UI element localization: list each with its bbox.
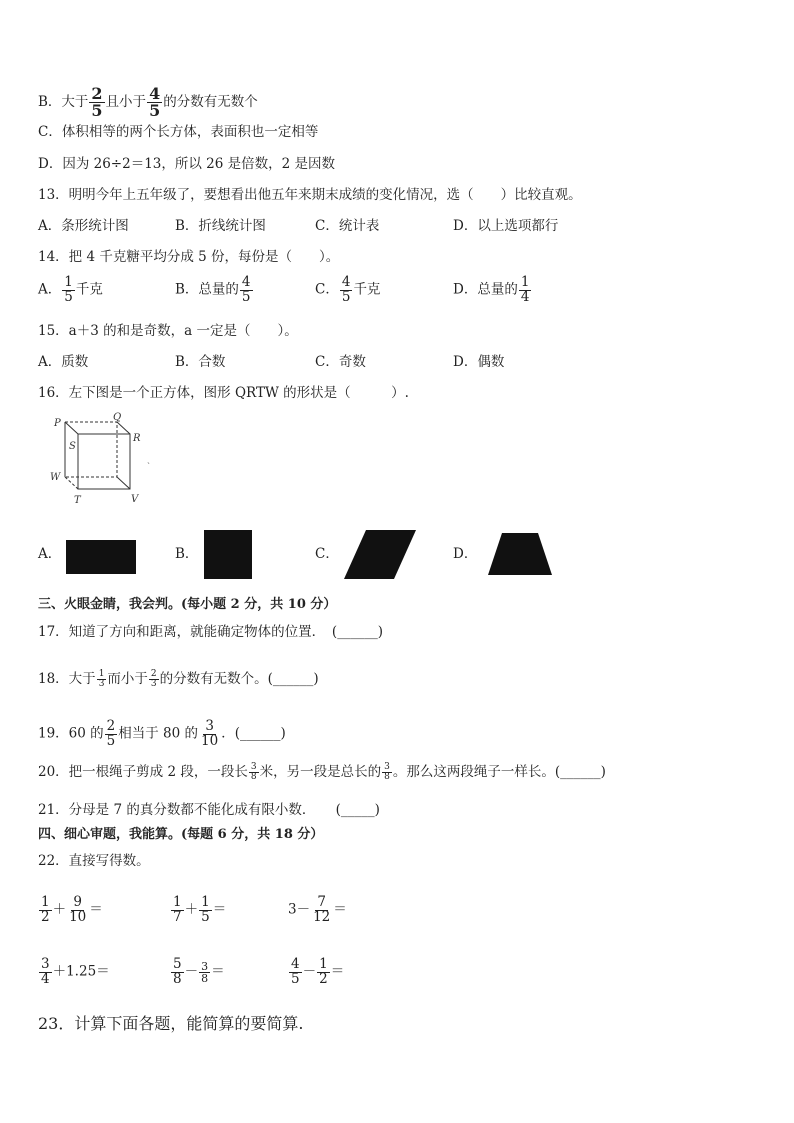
rectangle-shape-icon: [66, 538, 138, 576]
cube-label-q: Q: [113, 412, 122, 423]
q16-option-b-label: B．: [175, 546, 199, 562]
q14-option-a: A． $\frac{1}{5}$ 千克: [38, 274, 103, 305]
q12-option-c: C．体积相等的两个长方体，表面积也一定相等: [38, 124, 319, 140]
square-shape-icon: [204, 529, 254, 581]
q15-option-d: D．偶数: [453, 354, 505, 370]
cube-diagram: [40, 410, 160, 510]
q12-option-d: D．因为 26÷2＝13，所以 26 是倍数，2 是因数: [38, 156, 336, 172]
trapezoid-shape-icon: [488, 532, 554, 578]
q15-option-b: B．合数: [175, 354, 226, 370]
section-4-heading: 四、细心审题，我能算。(每题 6 分，共 18 分）: [38, 827, 324, 842]
q22-expr-4: $\frac{3}{4}$ ＋1.25＝: [41, 956, 110, 987]
parallelogram-shape-icon: [344, 529, 420, 581]
cube-label-s: S: [69, 441, 76, 452]
q13-stem: 13．明明今年上五年级了，要想看出他五年来期末成绩的变化情况，选（ ）比较直观。: [38, 187, 582, 203]
cube-label-r: R: [133, 433, 141, 444]
q16-stem: 16．左下图是一个正方体，图形 QRTW 的形状是（ ）.: [38, 385, 409, 401]
q21: 21．分母是 7 的真分数都不能化成有限小数． (_____): [38, 802, 380, 818]
q22-expr-1: $\frac{1}{2}$ ＋ $\frac{9}{10}$ ＝: [41, 894, 103, 925]
q22-expr-2: $\frac{1}{7}$ ＋ $\frac{1}{5}$ ＝: [173, 894, 227, 925]
q22-expr-3: 3－ $\frac{7}{12}$ ＝: [288, 894, 347, 925]
cube-label-w: W: [50, 472, 61, 483]
q22-expr-6: $\frac{4}{5}$ － $\frac{1}{2}$ ＝: [291, 956, 345, 987]
cube-label-t: T: [74, 495, 81, 506]
q20: 20．把一根绳子剪成 2 段，一段长 $\frac{3}{8}$ 米，另一段是总长的 $\frac{3}{8}$ 。那么这两段绳子一样长。(______): [38, 762, 606, 782]
q22-stem: 22．直接写得数。: [38, 853, 150, 869]
svg-text:ˎ: ˎ: [147, 455, 150, 465]
q16-option-c-label: C．: [315, 546, 339, 562]
cube-label-p: P: [54, 418, 61, 429]
section-3-heading: 三、火眼金睛，我会判。(每小题 2 分，共 10 分）: [38, 597, 337, 612]
q19: 19．60 的 $\frac{2}{5}$ 相当于 80 的 $\frac{3}{10}$ ．(______): [38, 718, 286, 749]
q17: 17．知道了方向和距离，就能确定物体的位置． (______): [38, 624, 383, 640]
q14-option-b: B．总量的 $\frac{4}{5}$: [175, 274, 251, 305]
q23-stem: 23．计算下面各题，能简算的要简算.: [38, 1014, 304, 1033]
q13-option-c: C．统计表: [315, 218, 380, 234]
q12-option-b: B．大于 $\frac{2}{5}$ 且小于 $\frac{4}{5}$ 的分数有无数个: [38, 84, 258, 120]
q15-option-a: A．质数: [38, 354, 89, 370]
q15-stem: 15．a＋3 的和是奇数，a 一定是（ ）。: [38, 323, 298, 339]
q13-option-b: B．折线统计图: [175, 218, 266, 234]
q22-expr-5: $\frac{5}{8}$ － $\frac{3}{8}$ ＝: [173, 956, 225, 987]
q14-stem: 14．把 4 千克糖平均分成 5 份，每份是（ ）。: [38, 249, 340, 265]
cube-label-v: V: [131, 494, 139, 505]
q16-option-d-label: D．: [453, 546, 478, 562]
q16-option-a-label: A．: [38, 546, 62, 562]
q13-option-d: D．以上选项都行: [453, 218, 559, 234]
q13-option-a: A．条形统计图: [38, 218, 129, 234]
q18: 18．大于 $\frac{1}{3}$ 而小于 $\frac{2}{3}$ 的分数有无数个。(______): [38, 669, 319, 689]
q14-option-d: D．总量的 $\frac{1}{4}$: [453, 274, 530, 305]
q14-option-c: C． $\frac{4}{5}$ 千克: [315, 274, 381, 305]
q15-option-c: C．奇数: [315, 354, 366, 370]
